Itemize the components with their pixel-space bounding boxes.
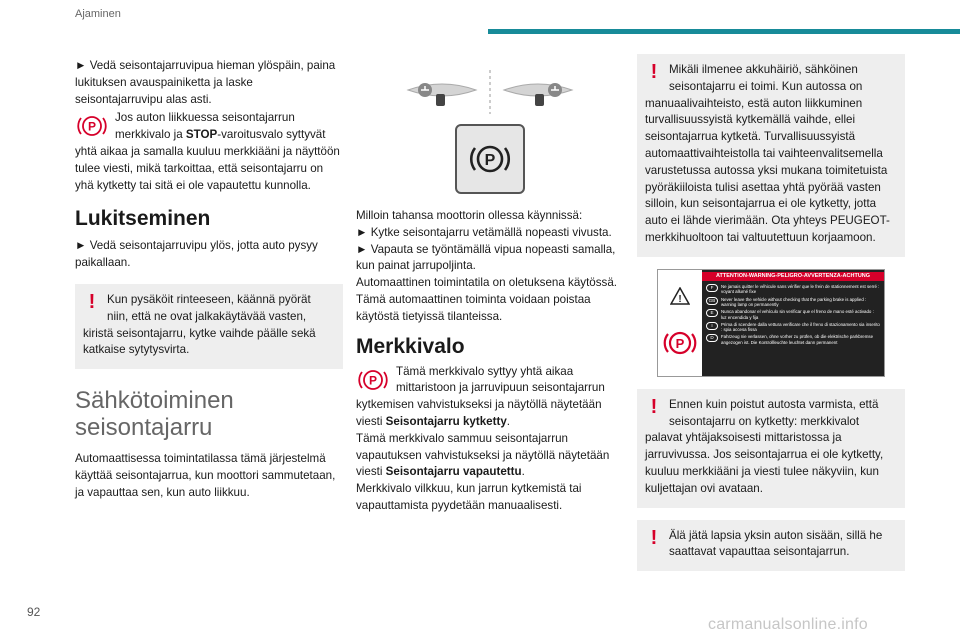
text-stop-bold: STOP [185,128,218,142]
paragraph-disable-auto: Tämä automaattinen toiminta voidaan poistaa käytöstä tietyissä tilanteissa. [356,292,591,323]
parking-brake-icon [75,111,109,141]
page-section-title: Ajaminen [75,8,121,20]
warning-box-battery [637,54,905,257]
column-1 [75,58,343,502]
label-row-text: Nunca abandonar el vehículo sin verificar que el freno de mano esté activado : luz encendida y fija [721,309,874,320]
column-3 [637,54,905,571]
parking-brake-icon [356,365,390,395]
text-indicator-c: . [506,414,511,428]
text-off-a: Tämä merkkivalo sammuu seisontajarrun vapautuksen vahvistukseksi ja näytöllä näytetään viesti [356,431,610,479]
label-lang-code: D [706,334,718,342]
header-accent-bar [488,29,960,34]
text-indicator-a: Tämä merkkivalo syttyy yhtä aikaa mittaristoon ja jarruvipuun seisontajarrun kytkemisen vahvistukseksi ja näytöllä näytetään viesti [356,364,605,428]
parking-brake-switch-image [455,124,525,194]
warning-icon: ! [650,61,658,83]
warning-label-sticker [657,269,885,377]
label-row-text: Ne jamais quitter le véhicule sans vérifier que le frein de stationnement est serré : voyant allumé fixe [721,284,880,295]
text-stop-c: -varoitusvalo syttyvät yhtä aikaa ja samalla kuuluu merkkiääni ja näyttöön tulee viesti, mikä tarkoittaa, että seisontajarru on yhä kytketty tai sitä ei ole vapautettu kunnolla. [75,128,340,192]
warning-icon: ! [88,290,96,313]
label-row [706,334,880,345]
text-off-c: . [521,465,525,479]
label-row [706,284,880,295]
label-texts [702,270,884,376]
label-row [706,297,880,308]
warning-triangle-icon [670,287,690,305]
text-indicator-bold: Seisontajarru kytketty [385,414,507,428]
page-number: 92 [27,605,41,619]
heading-lukitseminen: Lukitseminen [75,207,211,231]
warning-icon: ! [650,526,658,549]
paragraph-engine-running: Milloin tahansa moottorin ollessa käynnissä: [356,209,583,222]
warning-text-leave-vehicle: Ennen kuin poistut autosta varmista, että seisontajarru on kytketty: merkkivalot palavat yhtäjaksoisesti mittaristossa ja jarruvivussa. Jos seisontajarrua ei ole kytketty, kuuluu merkkiääni ja viesti tulee näkyviin, kun kuljettajan ovi avataan. [645,397,884,495]
label-lang-code: F [706,284,718,292]
lever-illustration [356,70,624,114]
paragraph-release-lever: ► Vedä seisontajarruvipua hieman ylöspäin, paina lukituksen avauspainiketta ja laske seisontajarruvipu alas asti. [75,59,336,106]
watermark: carmanualsonline.info [708,616,868,633]
column-2 [356,58,624,515]
svg-text:!: ! [678,293,682,305]
paragraph-automatic-mode: Automaattisessa toimintatilassa tämä järjestelmä käyttää seisontajarrua, kun moottori sammutetaan, ja vapauttaa sen, kun auto liikkuu. [75,452,336,499]
parking-brake-icon [662,327,698,359]
label-lang-code: GB [706,297,718,305]
divider-dashed [488,70,492,114]
parking-brake-icon [466,139,514,179]
paragraph-default-mode: Automaattinen toimintatila on oletuksena käytössä. [356,276,618,290]
svg-text:P: P [675,335,685,351]
paragraph-pull-lever: ► Vedä seisontajarruvipu ylös, jotta auto pysyy paikallaan. [75,239,318,270]
heading-merkkivalo: Merkkivalo [356,334,465,358]
warning-text-battery: Mikäli ilmenee akkuhäiriö, sähköinen seisontajarru ei toimi. Kun autossa on manuaalivaihteisto, estä auton liikkuminen turvallisuussyistä kytkemällä vaihde, ellei seisontajarrua kytketä. Turvallisuussyistä automaattivaihteistolla tai vaihteenvalitsemella varustetussa autossa yksi mukana toimitetuista pyöräkiiloista tulisi asettaa yhtä pyörää vasten silloin, kun seisontajarrua ei ole kytketty, jotta auto ei lähde vierimään. Ota yhteys PEUGEOT-merkkihuoltoon tai valtuutettuun korjaamoon. [645,63,890,244]
paragraph-stop-warning [75,110,343,194]
paragraph-indicator-on [356,364,624,431]
paragraph-indicator-flash: Merkkivalo vilkkuu, kun jarrun kytkemistä tai vapauttamista pyydetään manuaalisesti. [356,482,582,512]
lever-pull-illustration [404,72,480,112]
svg-text:P: P [484,152,496,169]
warning-icon: ! [650,395,658,418]
label-lang-code: I [706,322,718,330]
lever-push-illustration [500,72,576,112]
label-lang-code: E [706,309,718,317]
svg-text:P: P [368,373,378,388]
label-row [706,322,880,333]
label-row-text: Never leave the vehicle without checking that the parking brake is applied : warning lamp on permanently [721,296,867,307]
paragraph-indicator-off [356,431,624,481]
label-row [706,309,880,320]
warning-box-slope [75,284,343,369]
warning-text-children: Älä jätä lapsia yksin auton sisään, sillä he saattavat vapauttaa seisontajarrun. [669,528,883,559]
text-stop-a: Jos auton liikkuessa seisontajarrun merkkivalo ja [115,111,295,142]
paragraph-release-brake: ► Vapauta se työntämällä vipua nopeasti samalla, kun painat jarrupoljinta. [356,242,616,273]
heading-electric-parking-brake: Sähkötoiminen seisontajarru [75,387,234,442]
svg-text:P: P [87,119,97,134]
label-row-text: Fahrzeug nie verlassen, ohne vorher zu prüfen, ob die elektrische parkbremse angezogen ist. Die Kontrollleuchte leuchtet dann permanent [721,334,874,345]
text-off-bold: Seisontajarru vapautettu [385,465,522,479]
label-row-text: Prima di scendere dalla vettura verificare che il freno di stazionamento sia inserito : spia accesa fissa [721,321,880,333]
label-icons [658,270,702,376]
label-title: ATTENTION-WARNING-PELIGRO-AVVERTENZA-ACHTUNG [702,272,884,281]
warning-box-children [637,520,905,572]
warning-text-slope: Kun pysäköit rinteeseen, käännä pyörät niin, että ne ovat jalkakäytävää vasten, kiristä seisontajarru, kytke vaihde päälle sekä katkaise sytytysvirta. [83,292,316,357]
paragraph-apply-brake: ► Kytke seisontajarru vetämällä nopeasti vivusta. [356,225,612,239]
warning-box-leave-vehicle [637,389,905,508]
